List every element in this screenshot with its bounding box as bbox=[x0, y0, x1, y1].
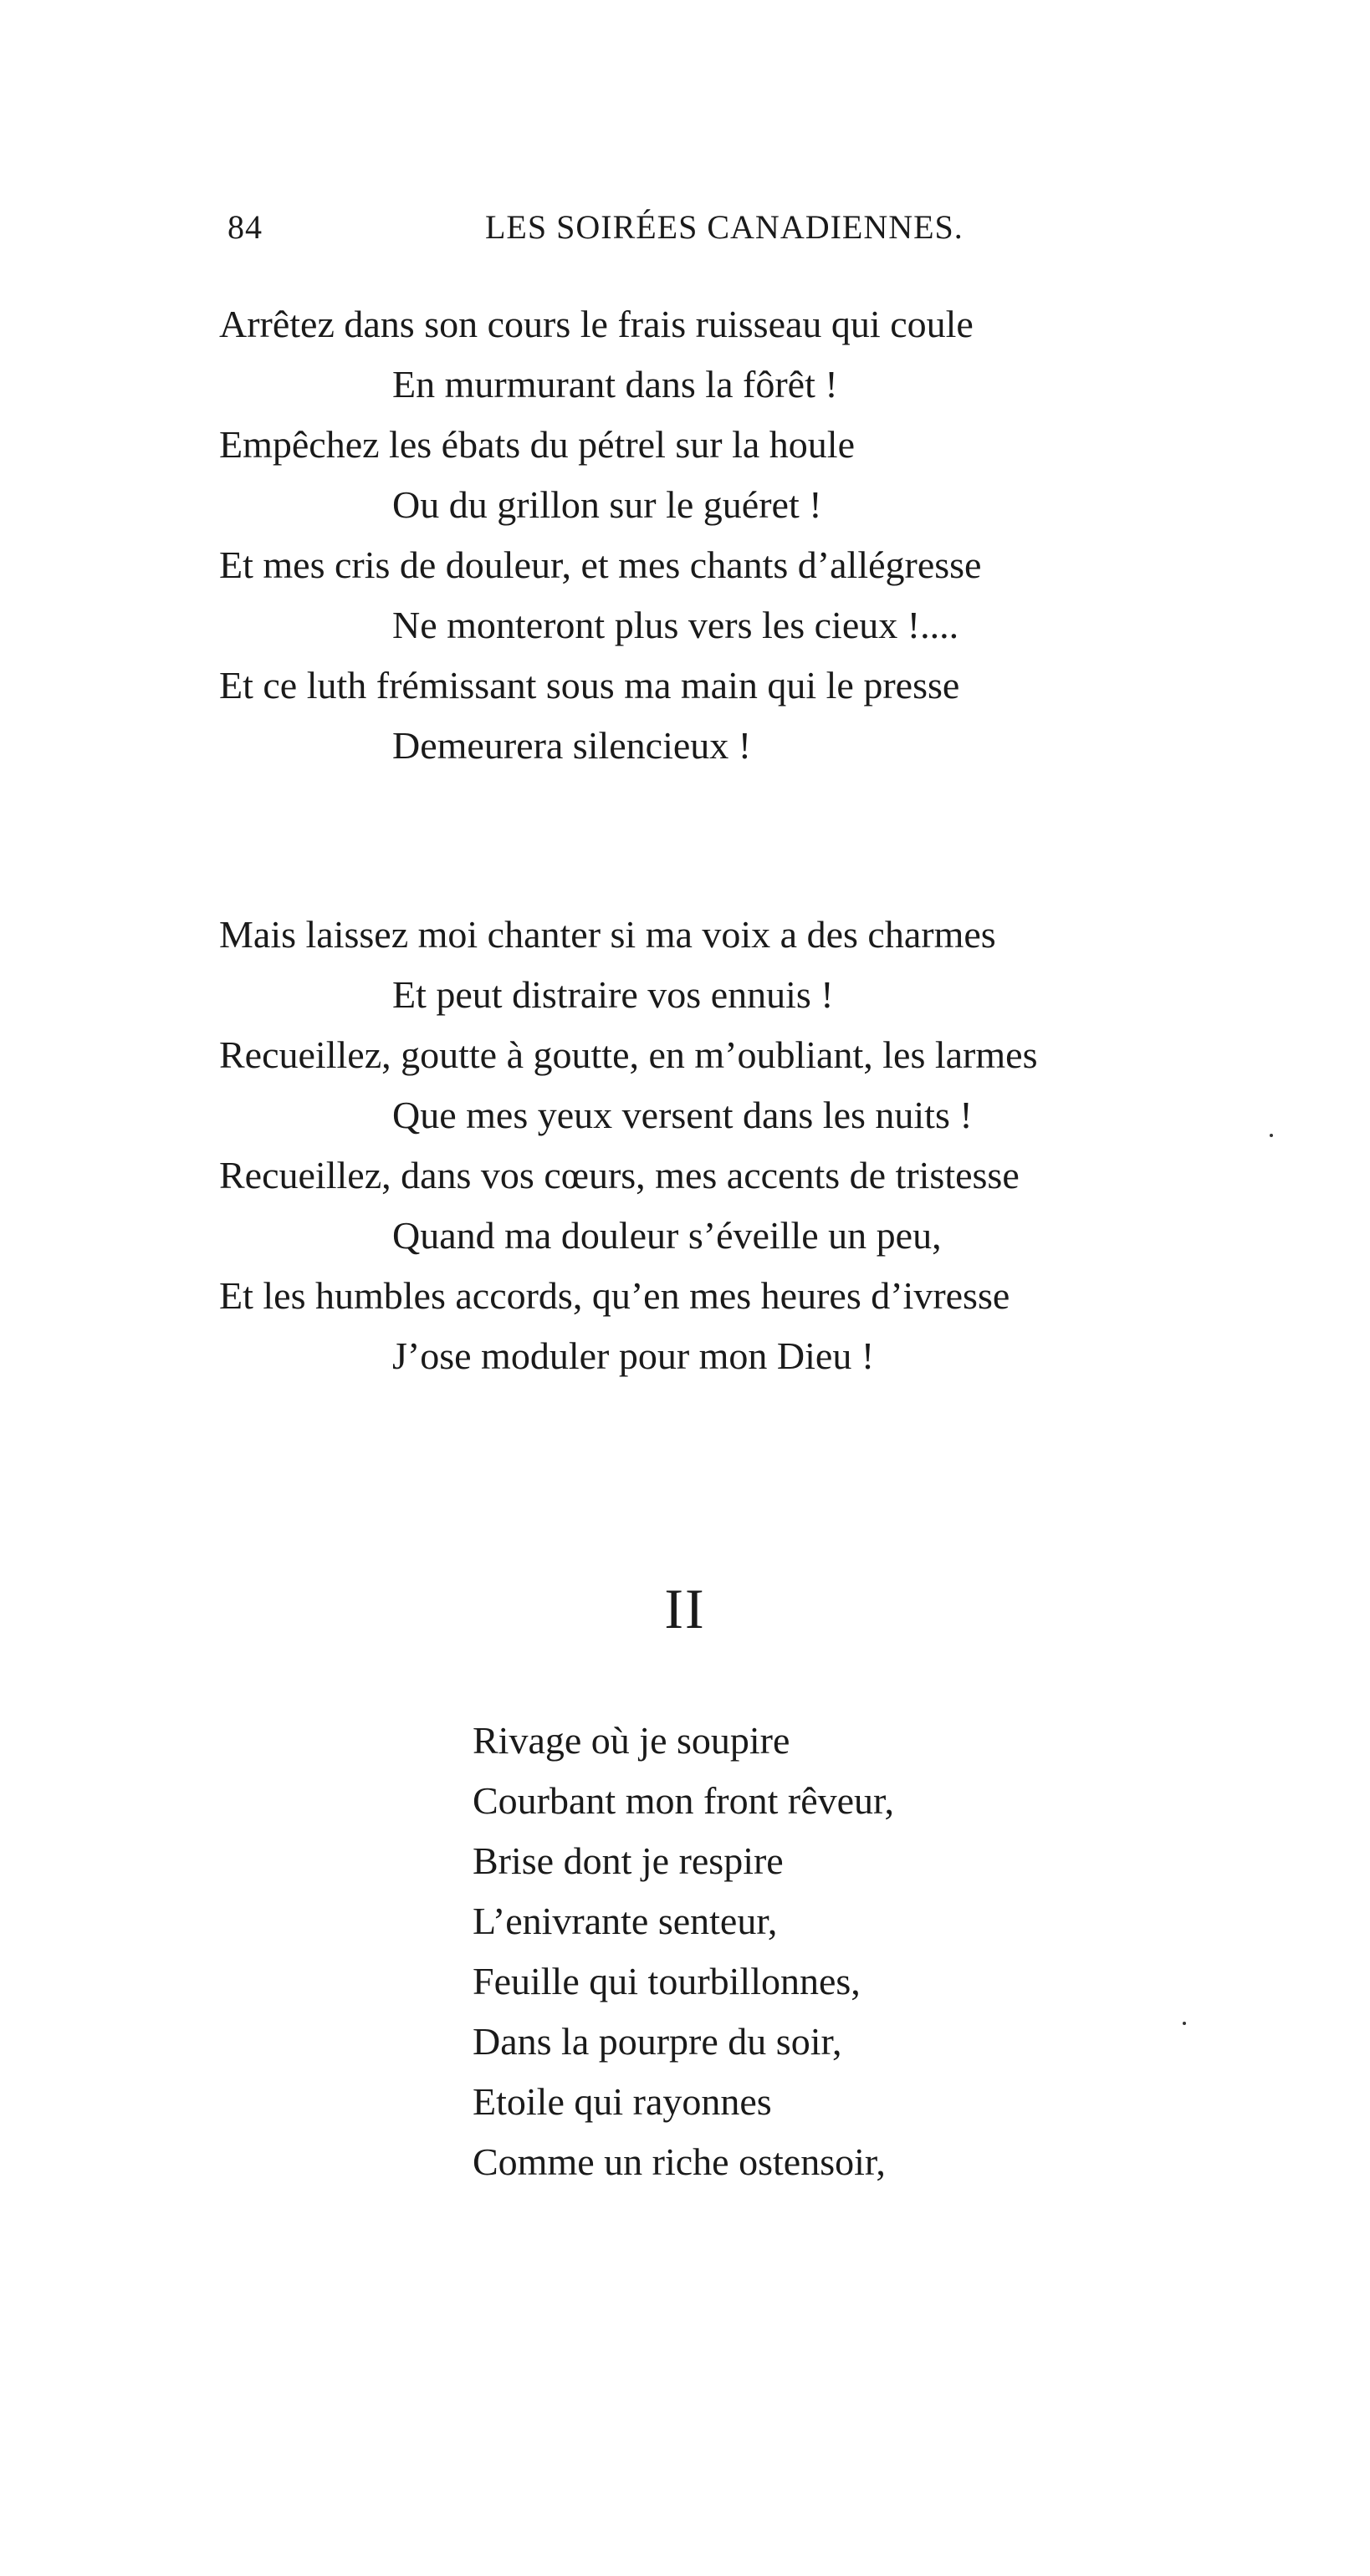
verse-line: Brise dont je respire bbox=[473, 1839, 784, 1882]
verse-line: Mais laissez moi chanter si ma voix a des charmes bbox=[219, 913, 996, 956]
ink-speck bbox=[1270, 1134, 1273, 1137]
verse-line: Et ce luth frémissant sous ma main qui le presse bbox=[219, 664, 960, 706]
running-title: LES SOIRÉES CANADIENNES. bbox=[485, 208, 964, 246]
verse-line: Ne monteront plus vers les cieux !.... bbox=[392, 604, 959, 646]
verse-line: Courbant mon front rêveur, bbox=[473, 1779, 895, 1822]
running-head bbox=[227, 207, 1064, 258]
verse-line: Recueillez, goutte à goutte, en m’oubliant, les larmes bbox=[219, 1033, 1038, 1076]
ink-speck bbox=[1183, 2022, 1186, 2025]
verse-line: Arrêtez dans son cours le frais ruisseau qui coule bbox=[219, 303, 974, 345]
verse-line: Et mes cris de douleur, et mes chants d’allégresse bbox=[219, 543, 982, 586]
stanza-3 bbox=[473, 1711, 1225, 2192]
verse-line: L’enivrante senteur, bbox=[473, 1900, 778, 1942]
stanza-1 bbox=[219, 294, 1265, 776]
verse-line: Demeurera silencieux ! bbox=[392, 724, 752, 767]
verse-line: Recueillez, dans vos cœurs, mes accents de tristesse bbox=[219, 1154, 1020, 1196]
verse-line: Que mes yeux versent dans les nuits ! bbox=[392, 1094, 973, 1136]
verse-line: Ou du grillon sur le guéret ! bbox=[392, 483, 822, 526]
verse-line: Etoile qui rayonnes bbox=[473, 2080, 772, 2123]
verse-line: Et les humbles accords, qu’en mes heures d’ivresse bbox=[219, 1274, 1010, 1317]
stanza-2 bbox=[219, 905, 1265, 1386]
verse-line: En murmurant dans la fôrêt ! bbox=[392, 363, 838, 406]
page-number: 84 bbox=[227, 208, 263, 246]
verse-line: Quand ma douleur s’éveille un peu, bbox=[392, 1214, 942, 1257]
verse-line: Rivage où je soupire bbox=[473, 1719, 790, 1762]
verse-line: Comme un riche ostensoir, bbox=[473, 2140, 886, 2183]
verse-line: Empêchez les ébats du pétrel sur la houle bbox=[219, 423, 855, 466]
verse-line: Et peut distraire vos ennuis ! bbox=[392, 973, 834, 1016]
verse-line: J’ose moduler pour mon Dieu ! bbox=[392, 1334, 875, 1377]
verse-line: Feuille qui tourbillonnes, bbox=[473, 1960, 861, 2002]
section-heading: II bbox=[664, 1577, 706, 1640]
verse-line: Dans la pourpre du soir, bbox=[473, 2020, 842, 2063]
